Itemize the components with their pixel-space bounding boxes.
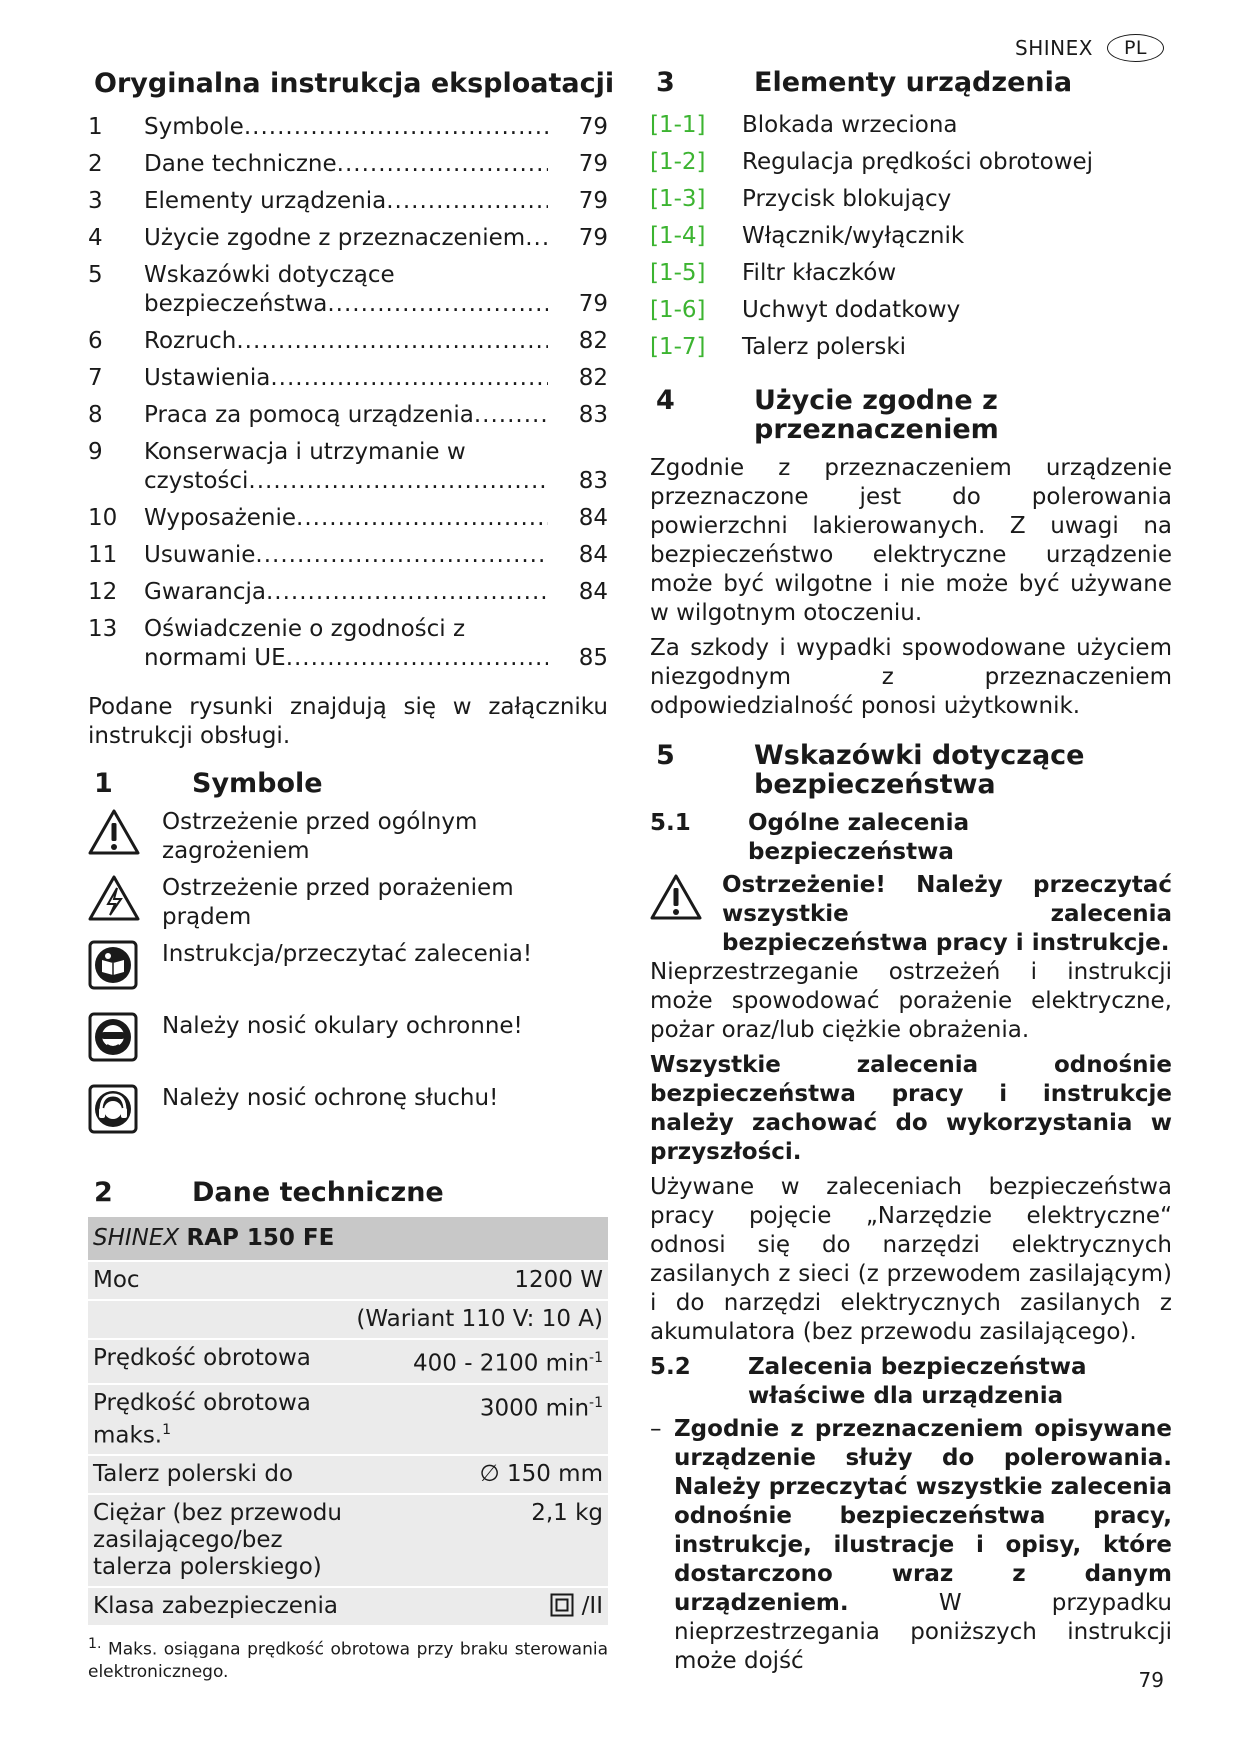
table-row <box>88 1261 608 1300</box>
toc-item[interactable]: 11 Usuwanie ..... 84 <box>88 541 608 570</box>
toc-item[interactable]: 8 Praca za pomocą urządzenia ..... 83 <box>88 401 608 430</box>
spec-value: 1200 W <box>351 1261 608 1300</box>
spec-label: Klasa zabezpieczenia <box>88 1587 351 1626</box>
spec-label: Talerz polerski do <box>88 1455 351 1494</box>
toc-item[interactable]: 13 Oświadczenie o zgodności z normami UE ..... 85 <box>88 615 608 673</box>
list-item: [1-3] Przycisk blokujący <box>650 186 952 212</box>
spec-label: Prędkość obrotowa maks.$^1$ <box>88 1384 351 1456</box>
table-row <box>88 1587 608 1626</box>
table-row <box>88 1384 608 1456</box>
table-row <box>88 1455 608 1494</box>
footnote: $^{1.}$ Maks. osiągana prędkość obrotowa przy braku sterowania elektronicznego. <box>88 1636 608 1682</box>
page-header <box>1015 34 1164 62</box>
toc-title: Oryginalna instrukcja eksploatacji <box>94 68 615 99</box>
section-heading: 5 Wskazówki dotyczące bezpieczeństwa <box>656 740 1085 800</box>
spec-value: 2,1 kg <box>351 1494 608 1587</box>
list-item: [1-2] Regulacja prędkości obrotowej <box>650 149 1094 175</box>
model-name: RAP 150 FE <box>186 1225 335 1251</box>
symbol-list <box>88 808 608 1150</box>
table-header-row <box>88 1217 608 1261</box>
read-manual-icon <box>88 940 162 994</box>
toc-item[interactable]: 9 Konserwacja i utrzymanie w czystości ..... 83 <box>88 438 608 496</box>
protection-class-ii-icon <box>550 1593 574 1617</box>
electric-shock-icon <box>88 874 162 926</box>
keep-instructions: Wszystkie zalecenia odnośnie bezpieczeństwa pracy i instrukcje należy zachować do wykorzystania w przyszłości. <box>650 1052 1172 1165</box>
subsection-heading: 5.1 Ogólne zalecenia bezpieczeństwa <box>650 810 970 865</box>
symbol-item: Należy nosić ochronę słuchu! <box>88 1084 608 1150</box>
figures-note: Podane rysunki znajdują się w załączniku instrukcji obsługi. <box>88 694 608 749</box>
usage-paragraph: Za szkody i wypadki spowodowane użyciem niezgodnym z przeznaczeniem odpowiedzialność ponosi użytkownik. <box>650 635 1172 719</box>
warning-triangle-icon <box>650 871 722 958</box>
section-heading: 1 Symbole <box>94 768 323 799</box>
spec-label: Moc <box>88 1261 351 1300</box>
list-item: [1-1] Blokada wrzeciona <box>650 112 958 138</box>
section-heading: 4 Użycie zgodne z przeznaczeniem <box>656 385 999 445</box>
warning-block <box>650 871 1172 958</box>
usage-paragraph: Zgodnie z przeznaczeniem urządzenie przeznaczone jest do polerowania powierzchni lakierowanych. Z uwagi na bezpieczeństwo elektryczne urządzenie może być wilgotne i nie może być używane w wilgotnym otoczeniu. <box>650 455 1172 626</box>
symbol-item: Ostrzeżenie przed ogólnym zagrożeniem <box>88 808 608 868</box>
safety-goggles-icon <box>88 1012 162 1066</box>
spec-value: ∅ 150 mm <box>351 1455 608 1494</box>
toc-item[interactable]: 6 Rozruch ..... 82 <box>88 327 608 356</box>
model-brand: SHINEX <box>93 1225 180 1251</box>
list-item: [1-7] Talerz polerski <box>650 334 907 360</box>
warning-triangle-icon <box>88 808 162 860</box>
symbol-item: Instrukcja/przeczytać zalecenia! <box>88 940 608 1006</box>
spec-value: 400 - 2100 $\min^{-1}$ <box>351 1339 608 1384</box>
toc-item[interactable]: 4 Użycie zgodne z przeznaczeniem ..... 79 <box>88 224 608 253</box>
elements-list <box>650 111 1172 362</box>
left-column <box>88 62 615 1683</box>
toc-item[interactable]: 10 Wyposażenie ..... 84 <box>88 504 608 533</box>
spec-value: (Wariant 110 V: 10 A) <box>351 1300 608 1339</box>
page-number: 79 <box>1138 1668 1164 1692</box>
toc-item[interactable]: 12 Gwarancja ..... 84 <box>88 578 608 607</box>
warning-consequence: Nieprzestrzeganie ostrzeżeń i instrukcji może spowodować porażenie elektryczne, pożar oraz/lub ciężkie obrażenia. <box>650 959 1172 1043</box>
term-definition: Używane w zaleceniach bezpieczeństwa pracy pojęcie „Narzędzie elektryczne“ odnosi się do narzędzi elektrycznych zasilanych z sieci (z przewodem zasilającym) i do narzędzi elektrycznych zasilanych z akumulatora (bez przewodu zasilającego). <box>650 1174 1172 1345</box>
brand-label: SHINEX <box>1015 36 1093 60</box>
symbol-item: Ostrzeżenie przed porażeniem prądem <box>88 874 608 934</box>
table-row <box>88 1339 608 1384</box>
right-column <box>650 62 1172 1676</box>
table-row <box>88 1300 608 1339</box>
list-item: [1-4] Włącznik/wyłącznik <box>650 223 965 249</box>
toc-item[interactable]: 2 Dane techniczne ..... 79 <box>88 150 608 179</box>
table-of-contents <box>88 113 608 673</box>
tech-data-table <box>88 1217 608 1627</box>
spec-value: /II <box>351 1587 608 1626</box>
spec-value: 3000 $\min^{-1}$ <box>351 1384 608 1456</box>
list-item: [1-5] Filtr kłaczków <box>650 260 897 286</box>
list-item: – Zgodnie z przeznaczeniem opisywane urządzenie służy do polerowania. Należy przeczytać wszystkie zalecenia odnośnie bezpieczeństwa pracy, instrukcje, ilustracje i opisy, które dostarczono wraz z danym urządzeniem. W przypadku nieprzestrzegania poniższych instrukcji może dojść <box>650 1416 1173 1674</box>
table-row <box>88 1494 608 1587</box>
spec-label: Ciężar (bez przewodu zasilającego/bez talerza polerskiego) <box>88 1494 351 1587</box>
language-badge: PL <box>1107 34 1164 62</box>
warning-text: Ostrzeżenie! Należy przeczytać wszystkie zalecenia bezpieczeństwa pracy i instrukcje. <box>722 872 1172 956</box>
list-item: [1-6] Uchwyt dodatkowy <box>650 297 961 323</box>
toc-item[interactable]: 7 Ustawienia ..... 82 <box>88 364 608 393</box>
spec-label: Prędkość obrotowa <box>88 1339 351 1384</box>
toc-item[interactable]: 5 Wskazówki dotyczące bezpieczeństwa ..... 79 <box>88 261 608 319</box>
section-heading: 3 Elementy urządzenia <box>656 67 1073 98</box>
ear-protection-icon <box>88 1084 162 1138</box>
symbol-item: Należy nosić okulary ochronne! <box>88 1012 608 1078</box>
subsection-heading: 5.2 Zalecenia bezpieczeństwa właściwe dla urządzenia <box>650 1354 1087 1409</box>
toc-item[interactable]: 1 Symbole ..... 79 <box>88 113 608 142</box>
toc-item[interactable]: 3 Elementy urządzenia ..... 79 <box>88 187 608 216</box>
section-heading: 2 Dane techniczne <box>94 1177 444 1208</box>
